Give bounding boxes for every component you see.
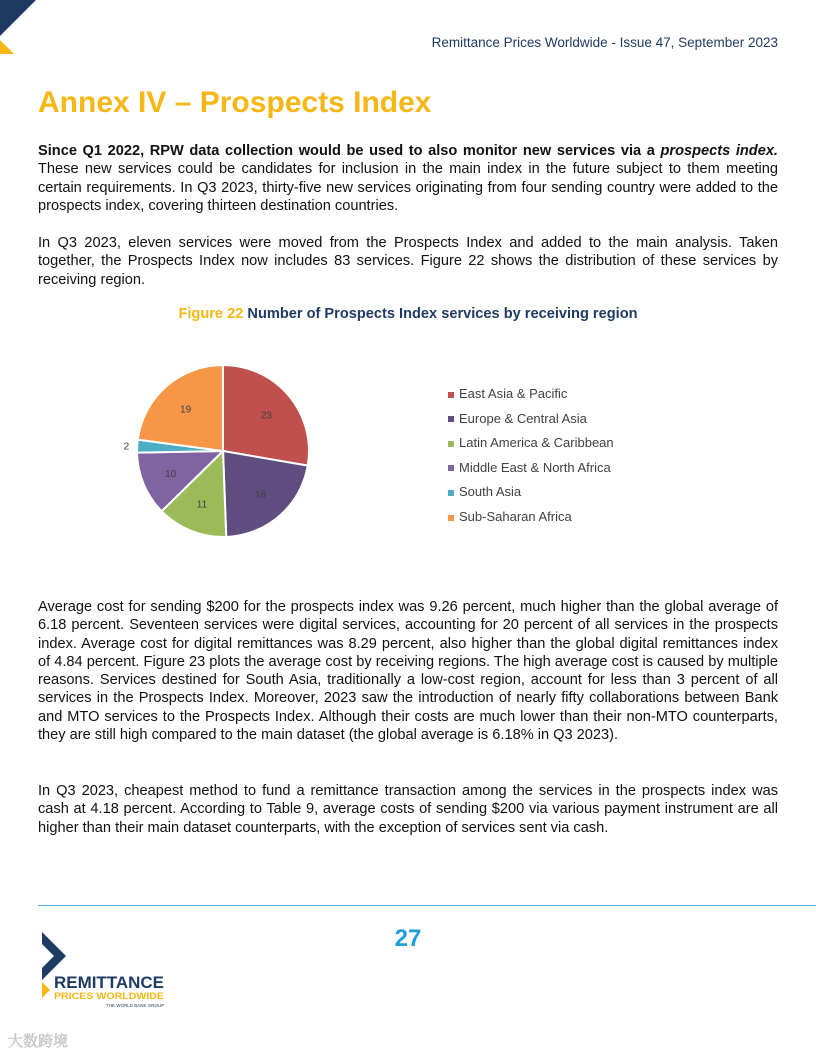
legend-swatch [448,416,454,422]
pie-data-label: 2 [123,441,130,453]
chart-legend [448,386,614,534]
running-header: Remittance Prices Worldwide - Issue 47, September 2023 [431,35,778,50]
pie-chart [120,355,330,550]
footer-rule [38,905,816,906]
logo-line2: PRICES WORLDWIDE [54,991,164,1002]
legend-label: Europe & Central Asia [459,410,587,426]
intro-rest: These new services could be candidates for inclusion in the main index in the future subject to them meeting certain requirements. In Q3 2023, thirty-five new services originating from four sending country were added to the prospects index, covering thirteen destination countries. [38,161,778,214]
figure-caption [0,306,816,322]
prospects-paragraph: In Q3 2023, eleven services were moved from the Prospects Index and added to the main analysis. Taken together, the Prospects Index now includes 83 services. Figure 22 shows the distribution of these services by receiving region. [38,235,778,288]
corner-logo-mark [0,0,40,60]
legend-swatch [448,392,454,398]
figure-title: Number of Prospects Index services by receiving region [247,306,638,322]
legend-label: Sub-Saharan Africa [459,508,572,524]
legend-label: Middle East & North Africa [459,459,611,475]
logo-line1: REMITTANCE [54,973,164,992]
funding-paragraph: In Q3 2023, cheapest method to fund a remittance transaction among the services in the prospects index was cash at 4.18 percent. According to Table 9, average costs of sending $200 via various payment instrument are all higher than their main dataset counterparts, with the exception of services sent via cash. [38,783,778,836]
pie-data-label: 19 [180,404,192,416]
pie-data-label: 23 [260,410,272,422]
legend-item [448,509,614,534]
legend-swatch [448,490,454,496]
figure-number: Figure 22 [178,306,244,322]
intro-bold-italic: prospects index. [660,143,778,159]
legend-item [448,386,614,411]
pie-data-label: 11 [196,499,208,511]
legend-item [448,484,614,509]
page-number: 27 [394,925,422,952]
legend-swatch [448,441,454,447]
legend-label: South Asia [459,484,522,500]
logo-line3: THE WORLD BANK GROUP [106,1003,165,1008]
intro-paragraph [38,142,778,215]
legend-item [448,411,614,436]
legend-swatch [448,465,454,471]
legend-item [448,435,614,460]
legend-label: East Asia & Pacific [459,386,568,401]
legend-swatch [448,515,454,521]
intro-bold-start: Since Q1 2022, RPW data collection would be used to also monitor new services via a [38,143,661,159]
legend-item [448,460,614,485]
cost-paragraph: Average cost for sending $200 for the prospects index was 9.26 percent, much higher than the global average of 6.18 percent. Seventeen services were digital services, accounting for 20 percent of all services in the prospects index. Average cost for digital remittances was 8.29 percent, also higher than the global digital remittances index of 4.84 percent. Figure 23 plots the average cost by receiving regions. The high average cost is caused by multiple reasons. Services destined for South Asia, traditionally a low-cost region, account for less than 3 percent of all services in the Prospects Index. Moreover, 2023 saw the introduction of nearly fifty collaborations between Bank and MTO services to the Prospects Index. Although their costs are much lower than their non-MTO counterparts, they are still high compared to the main dataset (the global average is 6.18% in Q3 2023). [38,599,778,744]
annex-title: Annex IV – Prospects Index [38,86,432,119]
pie-data-label: 10 [165,469,177,480]
legend-label: Latin America & Caribbean [459,435,614,451]
watermark: 大数跨境 [8,1033,69,1050]
pie-data-label: 18 [254,489,266,501]
rpw-logo [36,932,171,1012]
